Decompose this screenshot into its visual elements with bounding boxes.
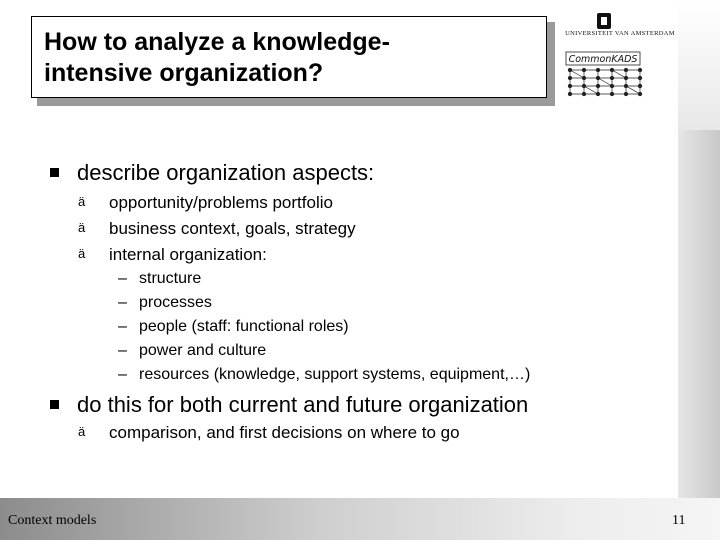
bottom-gradient-bar [0,498,720,540]
sub-bullet-text: comparison, and first decisions on where to go [109,423,460,442]
sub-bullet-marker: ä [78,220,86,235]
sub-sub-bullet-text: resources (knowledge, support systems, equipment,…) [139,366,531,383]
sub-sub-bullet-text: power and culture [139,342,267,359]
sub-bullet-marker: ä [78,194,86,209]
sub-bullet-marker: ä [78,424,86,439]
dash-marker: – [118,342,127,359]
commonkads-logo [560,48,646,100]
sub-bullet-text: business context, goals, strategy [109,219,356,238]
sub-sub-bullet-text: processes [139,294,212,311]
sub-sub-bullet-text: structure [139,270,202,287]
dash-marker: – [118,366,127,383]
commonkads-logo-text: CommonKADS [568,54,638,65]
square-bullet-icon [50,168,59,177]
right-strip-top [678,0,720,130]
title-line-1: How to analyze a knowledge- [44,28,390,56]
dash-marker: – [118,270,127,287]
dash-marker: – [118,318,127,335]
bullet-text: do this for both current and future organization [77,392,529,417]
dash-marker: – [118,294,127,311]
title-line-2: intensive organization? [44,59,324,87]
footer-title: Context models [8,513,97,528]
sub-bullet-text: internal organization: [109,245,267,264]
square-bullet-icon [50,400,59,409]
title-box [31,16,547,98]
sub-sub-bullet-text: people (staff: functional roles) [139,318,349,335]
university-crest-icon [597,13,611,29]
sub-bullet-marker: ä [78,246,86,261]
sub-bullet-text: opportunity/problems portfolio [109,193,333,212]
bullet-text: describe organization aspects: [77,160,375,185]
page-number: 11 [672,513,686,528]
university-name: UNIVERSITEIT VAN AMSTERDAM [565,30,675,37]
slide-title [44,27,544,89]
